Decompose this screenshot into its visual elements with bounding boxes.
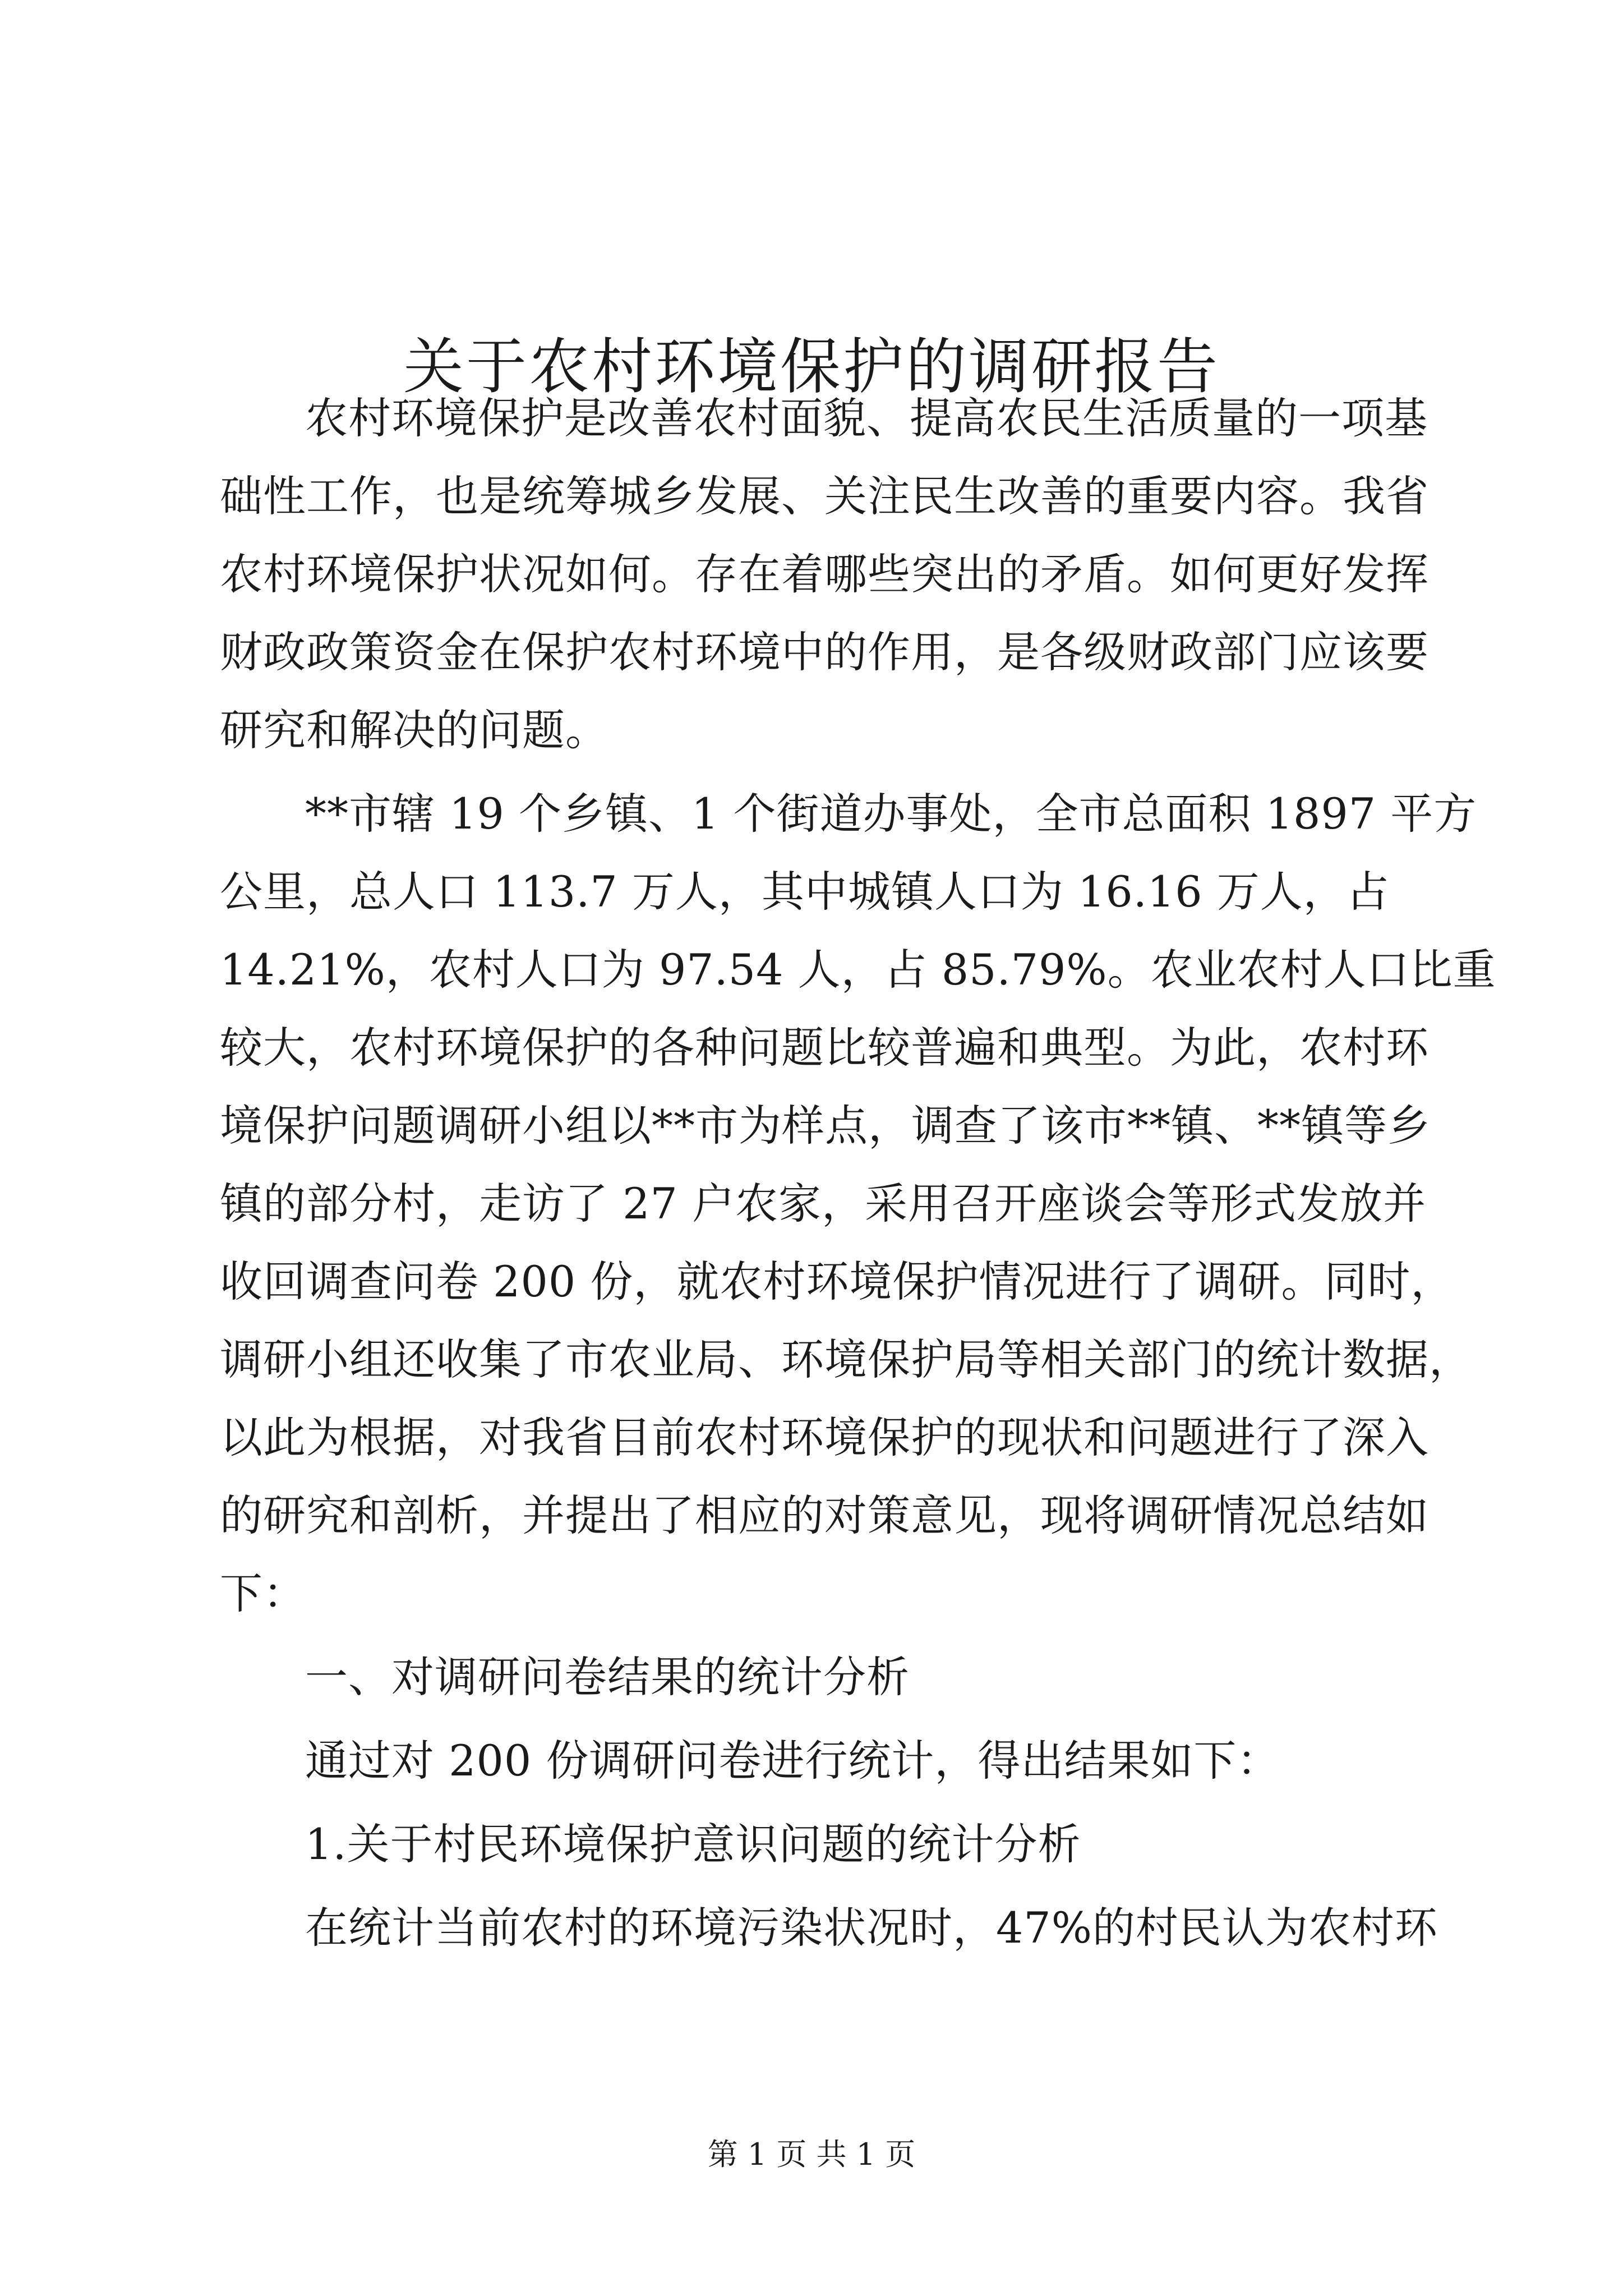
text-line: 收回调查问卷 200 份，就农村环境保护情况进行了调研。同时，: [220, 1257, 1454, 1306]
text-line: 镇的部分村，走访了 27 户农家，采用召开座谈会等形式发放并: [220, 1179, 1427, 1228]
text-line: 境保护问题调研小组以**市为样点，调查了该市**镇、**镇等乡: [220, 1101, 1431, 1151]
text-line: 14.21%，农村人口为 97.54 人，占 85.79%。农业农村人口比重: [220, 945, 1496, 995]
document-body: [220, 379, 1496, 1967]
page-footer: 第 1 页 共 1 页: [707, 2137, 916, 2172]
text-line: 财政政策资金在保护农村环境中的作用，是各级财政部门应该要: [220, 627, 1429, 677]
text-line: 1.关于村民环境保护意识问题的统计分析: [305, 1819, 1081, 1869]
paragraph-results-intro: [220, 1722, 1414, 1800]
paragraph-survey-background: [220, 775, 1496, 1632]
text-line: 以此为根据，对我省目前农村环境保护的现状和问题进行了深入: [220, 1412, 1429, 1462]
text-line: 通过对 200 份调研问卷进行统计，得出结果如下：: [305, 1736, 1280, 1786]
text-line: 下：: [220, 1568, 306, 1618]
subsection-heading: [220, 1805, 1414, 1883]
text-line: 公里，总人口 113.7 万人，其中城镇人口为 16.16 万人，占: [220, 867, 1390, 917]
section-heading: [220, 1638, 1414, 1716]
document-title: 关于农村环境保护的调研报告: [403, 332, 1220, 403]
text-line: 较大，农村环境保护的各种问题比较普遍和典型。为此，农村环: [220, 1023, 1429, 1073]
text-line: 研究和解决的问题。: [220, 705, 608, 755]
text-line: 一、对调研问卷结果的统计分析: [305, 1652, 910, 1702]
text-line: **市辖 19 个乡镇、1 个街道办事处，全市总面积 1897 平方: [305, 789, 1477, 839]
text-line: 农村环境保护状况如何。存在着哪些突出的矛盾。如何更好发挥: [220, 549, 1429, 599]
paragraph-intro: [220, 379, 1429, 769]
text-line: 的研究和剖析，并提出了相应的对策意见，现将调研情况总结如: [220, 1490, 1429, 1540]
text-line: 调研小组还收集了市农业局、环境保护局等相关部门的统计数据，: [220, 1335, 1472, 1384]
text-line: 础性工作，也是统筹城乡发展、关注民生改善的重要内容。我省: [220, 471, 1429, 521]
text-line: 在统计当前农村的环境污染状况时，47%的村民认为农村环: [305, 1903, 1438, 1953]
paragraph-pollution-statistics: [220, 1889, 1438, 1967]
text-line: 农村环境保护是改善农村面貌、提高农民生活质量的一项基: [305, 393, 1428, 443]
